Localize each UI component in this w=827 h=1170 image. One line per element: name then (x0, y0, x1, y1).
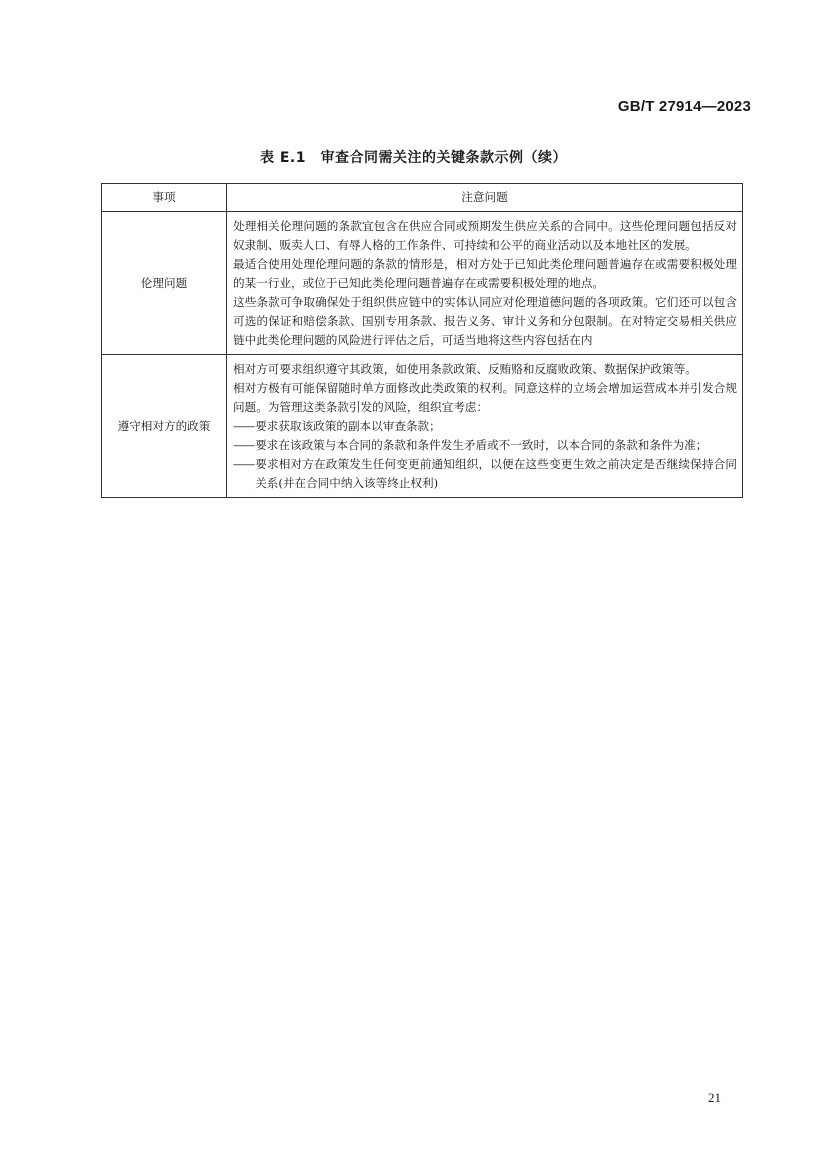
list-item (233, 455, 737, 493)
page-number: 21 (708, 1090, 721, 1105)
note-paragraph: 处理相关伦理问题的条款宜包含在供应合同或预期发生供应关系的合同中。这些伦理问题包括反对奴隶制、贩卖人口、有辱人格的工作条件、可持续和公平的商业活动以及本地社区的发展。 (233, 219, 737, 252)
key-clauses-table (101, 183, 743, 498)
note-paragraph: 这些条款可争取确保处于组织供应链中的实体认同应对伦理道德问题的各项政策。它们还可以包含可选的保证和赔偿条款、国别专用条款、报告义务、审计义务和分包限制。在对特定交易相关供应链中此类伦理问题的风险进行评估之后，可适当地将这些内容包括在内 (233, 295, 737, 347)
note-paragraph: 最适合使用处理伦理问题的条款的情形是，相对方处于已知此类伦理问题普遍存在或需要积极处理的某一行业，或位于已知此类伦理问题普遍存在或需要积极处理的地点。 (233, 257, 737, 290)
table-header-row (102, 184, 743, 212)
note-paragraph: 相对方可要求组织遵守其政策，如使用条款政策、反贿赂和反腐败政策、数据保护政策等。 (233, 362, 697, 376)
list-item-text: 要求在该政策与本合同的条款和条件发生矛盾或不一致时，以本合同的条款和条件为准； (255, 438, 708, 452)
standard-code: GB/T 27914—2023 (617, 98, 751, 115)
dash-marker: —— (233, 419, 255, 433)
column-header-item: 事项 (102, 184, 227, 212)
list-item-text: 要求相对方在政策发生任何变更前通知组织，以便在这些变更生效之前决定是否继续保持合同关系(并在合同中纳入该等终止权利) (255, 457, 737, 490)
table-row-ethics (102, 212, 743, 355)
column-header-notes: 注意问题 (227, 184, 743, 212)
list-item-text: 要求获取该政策的副本以审查条款； (255, 419, 441, 433)
dash-marker: —— (233, 438, 255, 452)
dash-marker: —— (233, 457, 255, 471)
item-cell: 伦理问题 (102, 212, 227, 355)
notes-cell (227, 355, 743, 498)
notes-cell (227, 212, 743, 355)
note-paragraph: 相对方极有可能保留随时单方面修改此类政策的权利。同意这样的立场会增加运营成本并引发合规问题。为管理这类条款引发的风险，组织宜考虑： (233, 381, 737, 414)
list-item (233, 436, 737, 455)
table-row-policies (102, 355, 743, 498)
list-item (233, 417, 737, 436)
item-cell: 遵守相对方的政策 (102, 355, 227, 498)
table-title: 表 E.1 审查合同需关注的关键条款示例（续） (260, 150, 567, 166)
